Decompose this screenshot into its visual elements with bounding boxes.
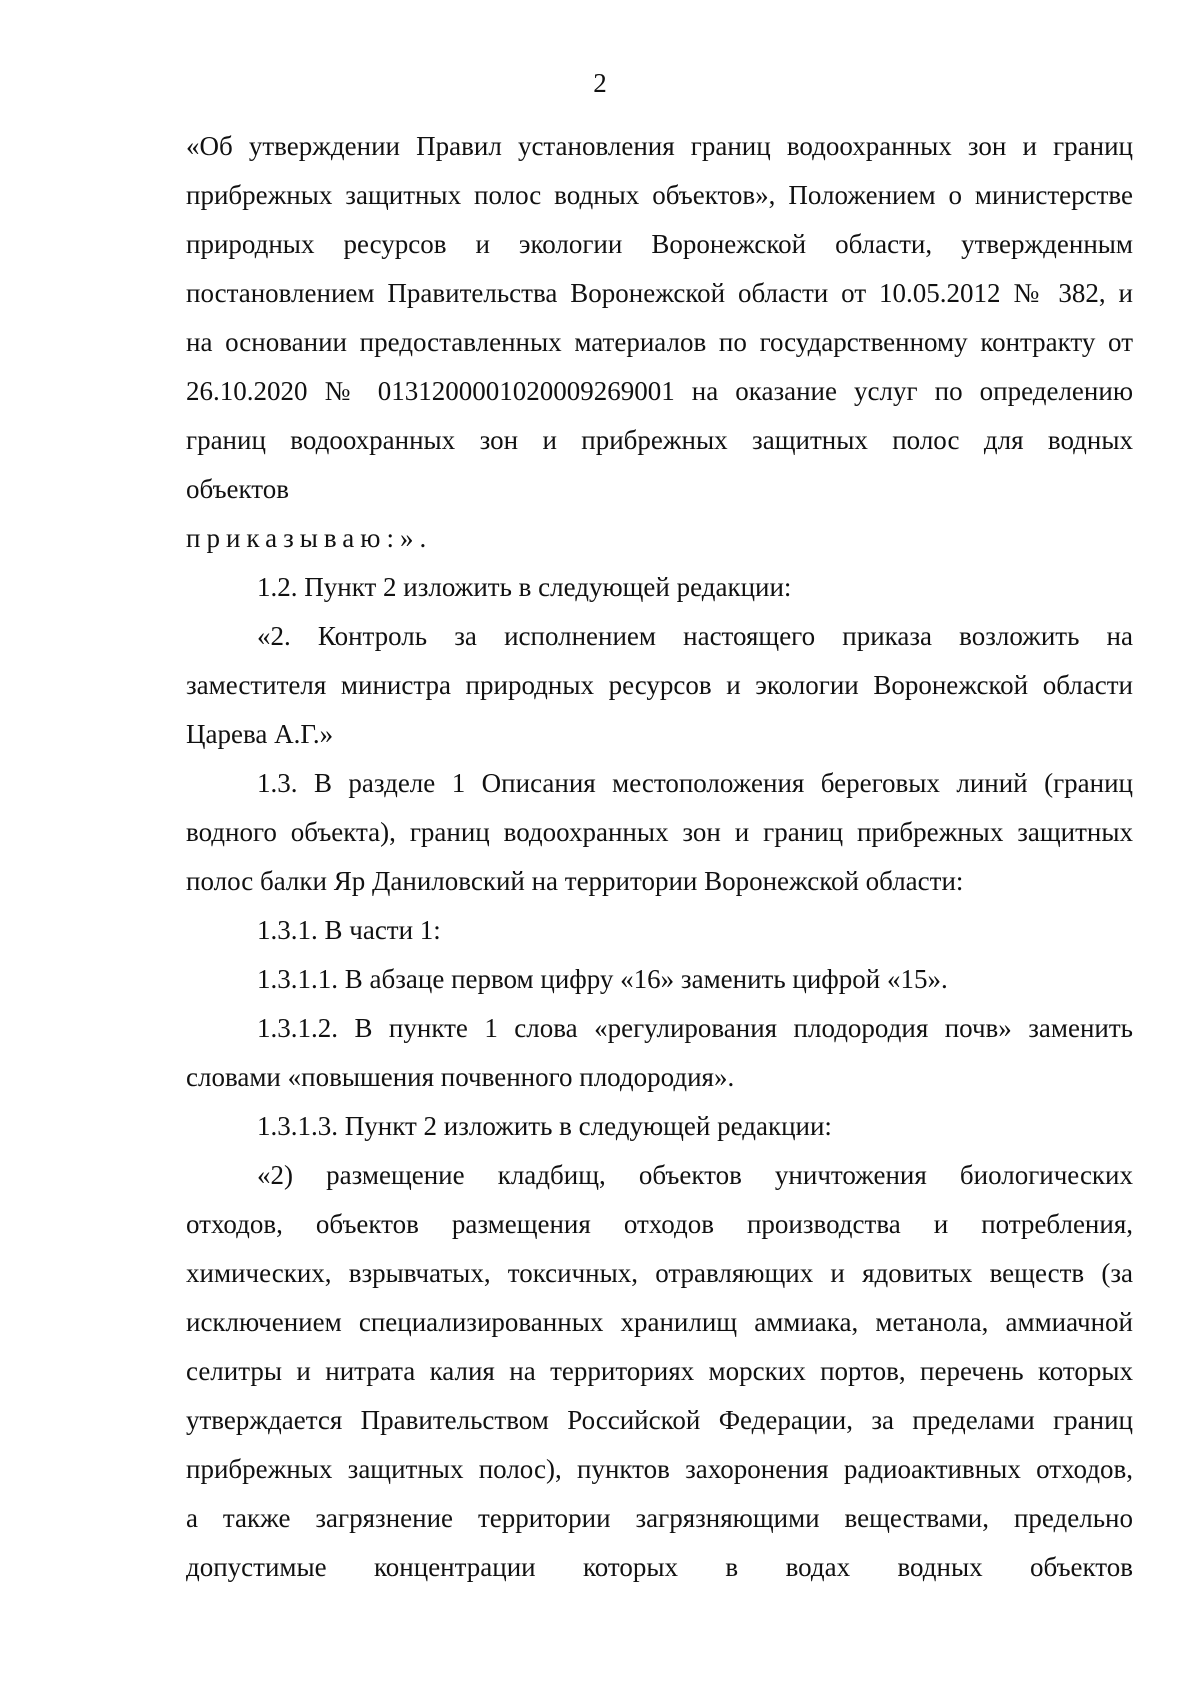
text-line: допустимые концентрации которых в водах водных объектов — [186, 1552, 1133, 1582]
text-line: 1.3.1.3. Пункт 2 изложить в следующей редакции: — [257, 1111, 832, 1141]
text-line: отходов, объектов размещения отходов производства и потребления, — [186, 1209, 1133, 1239]
text-line: природных ресурсов и экологии Воронежской области, утвержденным — [186, 229, 1133, 259]
page-number: 2 — [593, 68, 607, 98]
text-line: химических, взрывчатых, токсичных, отравляющих и ядовитых веществ (за — [186, 1258, 1133, 1288]
text-line: объектов — [186, 474, 289, 504]
text-line: словами «повышения почвенного плодородия». — [186, 1062, 735, 1092]
text-line: 1.3.1.1. В абзаце первом цифру «16» заменить цифрой «15». — [257, 964, 948, 994]
text-line: границ водоохранных зон и прибрежных защитных полос для водных — [186, 425, 1133, 455]
text-line: Царева А.Г.» — [186, 719, 334, 749]
text-line: селитры и нитрата калия на территориях морских портов, перечень которых — [186, 1356, 1133, 1386]
text-line: исключением специализированных хранилищ аммиака, метанола, аммиачной — [186, 1307, 1133, 1337]
text-line: на основании предоставленных материалов по государственному контракту от — [186, 327, 1133, 357]
text-line: водного объекта), границ водоохранных зон и границ прибрежных защитных — [186, 817, 1133, 847]
text-line: 1.3. В разделе 1 Описания местоположения береговых линий (границ — [257, 768, 1133, 798]
text-line: 26.10.2020 № 0131200001020009269001 на оказание услуг по определению — [186, 376, 1133, 406]
text-line: 1.2. Пункт 2 изложить в следующей редакции: — [257, 572, 792, 602]
text-line: постановлением Правительства Воронежской области от 10.05.2012 № 382, и — [186, 278, 1133, 308]
text-line: «2) размещение кладбищ, объектов уничтожения биологических — [257, 1160, 1133, 1190]
text-line: а также загрязнение территории загрязняющими веществами, предельно — [186, 1503, 1133, 1533]
text-line: «Об утверждении Правил установления границ водоохранных зон и границ — [186, 131, 1133, 161]
document-body — [186, 122, 1133, 1592]
text-line: заместителя министра природных ресурсов и экологии Воронежской области — [186, 670, 1133, 700]
text-line: утверждается Правительством Российской Федерации, за пределами границ — [186, 1405, 1133, 1435]
text-line: «2. Контроль за исполнением настоящего приказа возложить на — [257, 621, 1133, 651]
text-line: прибрежных защитных полос), пунктов захоронения радиоактивных отходов, — [186, 1454, 1133, 1484]
text-line: приказываю:». — [186, 523, 433, 553]
text-line: 1.3.1.2. В пункте 1 слова «регулирования плодородия почв» заменить — [257, 1013, 1133, 1043]
text-line: прибрежных защитных полос водных объектов», Положением о министерстве — [186, 180, 1133, 210]
text-line: полос балки Яр Даниловский на территории Воронежской области: — [186, 866, 964, 896]
text-line: 1.3.1. В части 1: — [257, 915, 441, 945]
